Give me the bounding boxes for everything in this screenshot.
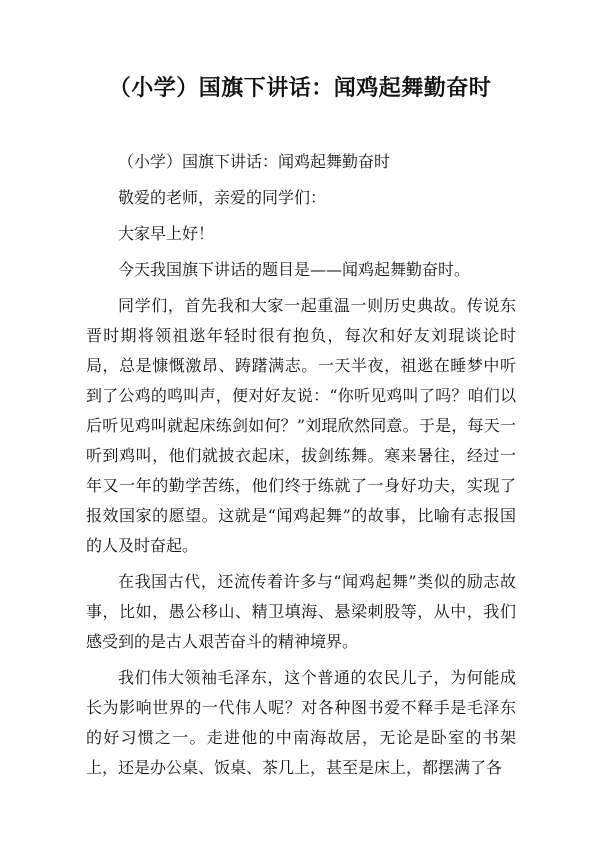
document-title: （小学）国旗下讲话：闻鸡起舞勤奋时 [108, 76, 492, 101]
paragraph-story: 同学们，首先我和大家一起重温一则历史典故。传说东晋时期将领祖逖年轻时很有抱负，每次和好友刘琨谈论时局，总是慷慨激昂、踌躇满志。一天半夜，祖逖在睡梦中听到了公鸡的鸣叫声，便对好友说：“你听见鸡叫了吗？咱们以后听见鸡叫就起床练剑如何？”刘琨欣然同意。于是，每天一听到鸡叫，他们就披衣起床，拔剑练舞。寒来暑往，经过一年又一年的勤学苦练，他们终于练就了一身好功夫，实现了报效国家的愿望。这就是“闻鸡起舞”的故事，比喻有志报国的人及时奋起。 [86, 296, 516, 555]
paragraph-salutation: 敬爱的老师，亲爱的同学们： [118, 188, 327, 207]
paragraph-ancient-stories: 在我国古代，还流传着许多与“闻鸡起舞”类似的励志故事，比如，愚公移山、精卫填海、悬梁刺股等，从中，我们感受到的是古人艰苦奋斗的精神境界。 [86, 572, 516, 651]
document-body [86, 147, 516, 789]
paragraph-greeting: 大家早上好！ [118, 224, 215, 243]
paragraph-subtitle: （小学）国旗下讲话：闻鸡起舞勤奋时 [118, 152, 391, 171]
paragraph-topic: 今天我国旗下讲话的题目是——闻鸡起舞勤奋时。 [118, 260, 471, 279]
paragraph-mao: 我们伟大领袖毛泽东，这个普通的农民儿子，为何能成长为影响世界的一代伟人呢？对各种图书爱不释手是毛泽东的好习惯之一。走进他的中南海故居，无论是卧室的书架上，还是办公桌、饭桌、茶几上，甚至是床上，都摆满了各 [86, 668, 516, 777]
